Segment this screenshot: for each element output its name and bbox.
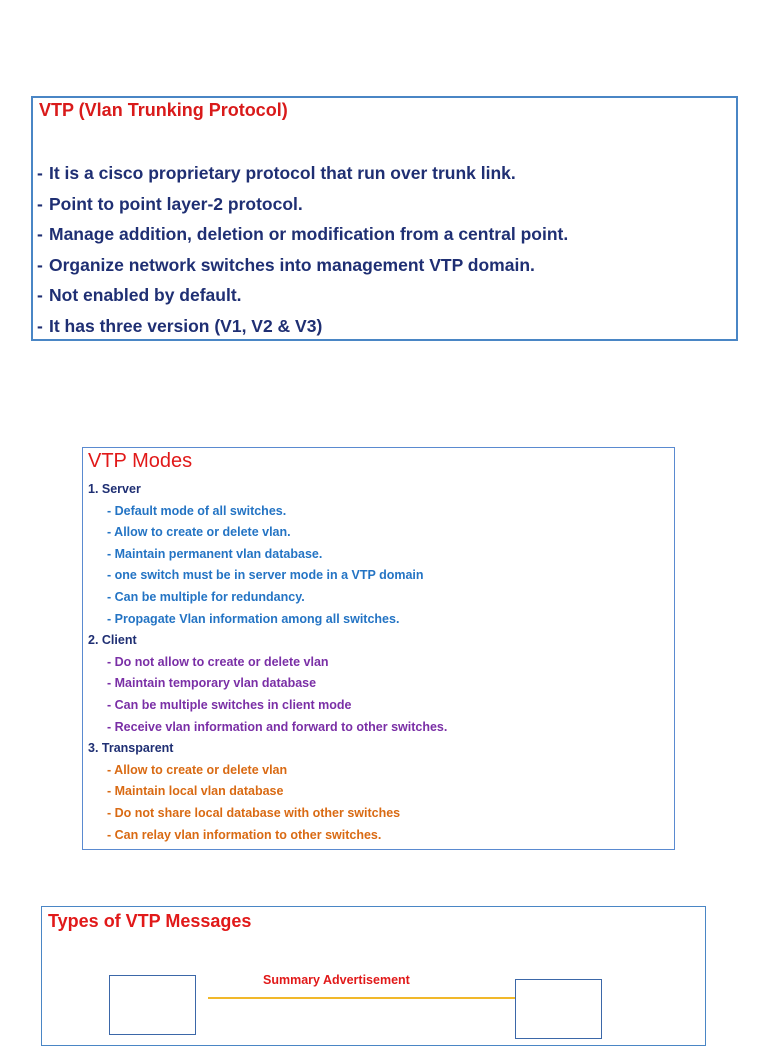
list-item [37,161,568,192]
dash-mark: - [37,224,43,245]
vtp-intro-list [37,161,568,345]
bullet-text: Organize network switches into management VTP domain. [49,254,535,275]
mode-item: - Allow to create or delete vlan [107,762,288,777]
mode-section-transparent [88,739,447,847]
dash-mark: - [37,315,43,336]
mode-item: - Propagate Vlan information among all switches. [107,611,400,626]
mode-item: - Maintain local vlan database [107,784,284,799]
mode-item: - Can relay vlan information to other switches. [107,827,382,842]
dash-mark: - [37,163,43,183]
mode-item: - Maintain permanent vlan database. [107,546,323,561]
vtp-intro-box [31,96,738,341]
dash-mark: - [37,285,43,306]
vtp-modes-title: VTP Modes [88,450,193,472]
mode-item: - one switch must be in server mode in a VTP domain [107,568,424,583]
vtp-modes-box [82,447,675,850]
dash-mark: - [37,254,43,275]
vtp-modes-list [88,480,447,847]
mode-item: - Can be multiple switches in client mode [107,697,352,712]
list-item [37,283,568,314]
mode-item: - Maintain temporary vlan database [107,676,317,691]
mode-item: - Default mode of all switches. [107,503,287,518]
list-item [37,314,568,345]
switch-box-right [515,979,602,1039]
arrow-label: Summary Advertisement [263,973,410,987]
mode-item: - Do not share local database with other switches [107,805,401,820]
mode-heading: 3. Transparent [88,741,174,756]
dash-mark: - [37,193,43,214]
mode-item: - Do not allow to create or delete vlan [107,654,329,669]
mode-section-client [88,631,447,739]
list-item [37,222,568,253]
bullet-text: Not enabled by default. [49,285,242,306]
bullet-text: It has three version (V1, V2 & V3) [49,315,323,336]
vtp-messages-title: Types of VTP Messages [48,911,252,931]
bullet-text: Manage addition, deletion or modification from a central point. [49,224,569,245]
mode-item: - Receive vlan information and forward to other switches. [107,719,448,734]
vtp-messages-box [41,906,706,1046]
bullet-text: Point to point layer-2 protocol. [49,193,303,214]
mode-section-server [88,480,447,631]
mode-item: - Allow to create or delete vlan. [107,525,291,540]
switch-box-left [109,975,196,1035]
bullet-text: It is a cisco proprietary protocol that run over trunk link. [49,163,516,183]
list-item [37,192,568,223]
list-item [37,253,568,284]
advertisement-arrow [208,997,526,999]
vtp-intro-title: VTP (Vlan Trunking Protocol) [39,100,288,120]
mode-heading: 2. Client [88,633,137,648]
mode-item: - Can be multiple for redundancy. [107,589,305,604]
mode-heading: 1. Server [88,482,141,496]
